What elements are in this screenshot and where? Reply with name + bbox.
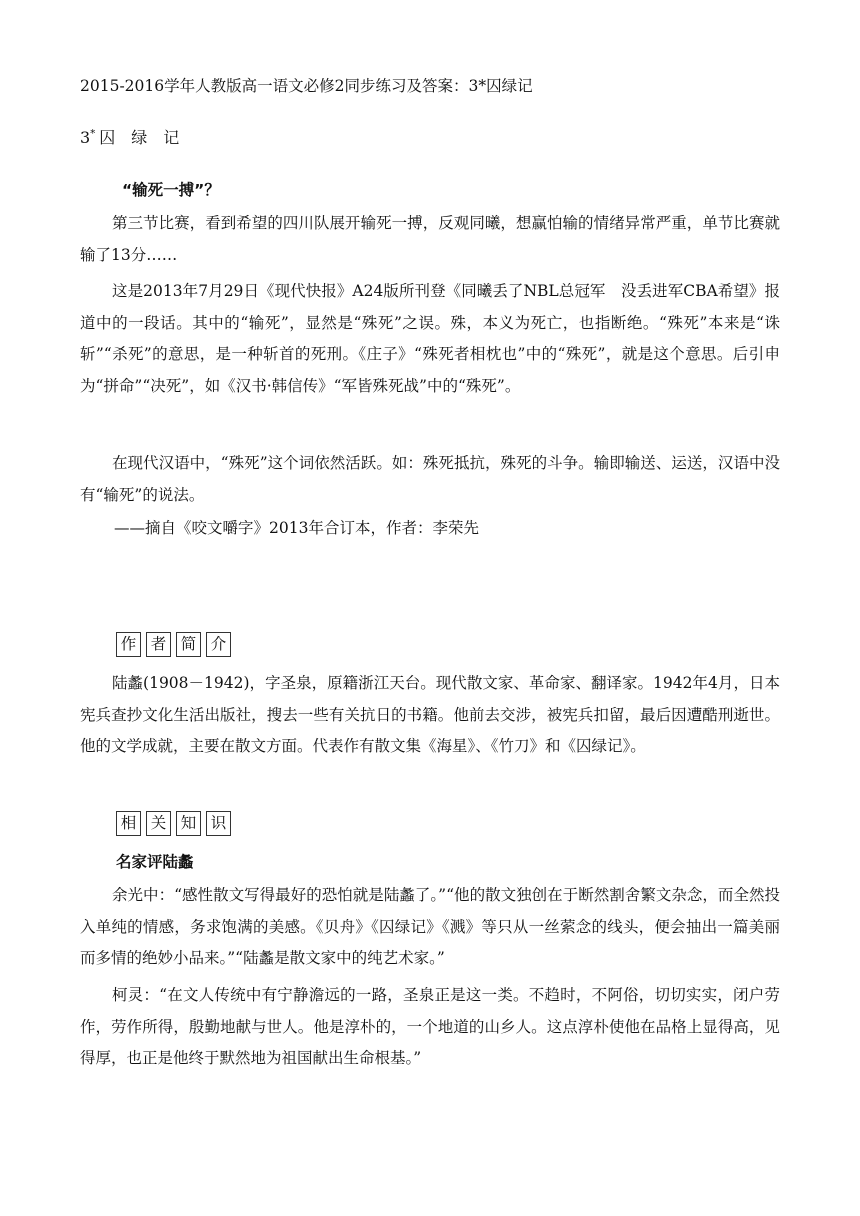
related-box-3: 知 xyxy=(176,811,201,836)
related-box-1: 相 xyxy=(116,811,141,836)
lesson-number: 3 xyxy=(80,128,91,147)
article-paragraph-3: 在现代汉语中，“殊死”这个词依然活跃。如：殊死抵抗，殊死的斗争。输即输送、运送，汉语中没有“输死”的说法。 xyxy=(80,454,780,504)
author-intro-text: 陆蠡(1908－1942)，字圣泉，原籍浙江天台。现代散文家、革命家、翻译家。1942年4月，日本宪兵查抄文化生活出版社，搜去一些有关抗日的书籍。他前去交涉，被宪兵扣留，最后因遭酷刑逝世。他的文学成就，主要在散文方面。代表作有散文集《海星》、《竹刀》和《囚绿记》。 xyxy=(80,674,780,755)
related-subheading: 名家评陆蠡 xyxy=(116,853,194,871)
lesson-star: * xyxy=(90,128,96,140)
article-paragraph-1: 第三节比赛，看到希望的四川队展开输死一搏，反观同曦，想赢怕输的情绪异常严重，单节比赛就输了13分…… xyxy=(80,214,780,264)
related-knowledge-heading xyxy=(116,811,231,836)
related-box-4: 识 xyxy=(206,811,231,836)
author-intro-box-1: 作 xyxy=(116,632,141,657)
lesson-name: 囚 绿 记 xyxy=(99,128,180,147)
author-intro-heading xyxy=(116,632,231,657)
related-paragraph-1: 余光中：“感性散文写得最好的恐怕就是陆蠡了。”“他的散文独创在于断然割舍繁文杂念，而全然投入单纯的情感，务求饱满的美感。《贝舟》《囚绿记》《溅》等只从一丝萦念的线头，便会抽出一篇美丽而多情的绝妙小品来。”“陆蠡是散文家中的纯艺术家。” xyxy=(80,886,780,967)
author-intro-box-4: 介 xyxy=(206,632,231,657)
article-source: ——摘自《咬文嚼字》2013年合订本，作者：李荣先 xyxy=(114,519,479,537)
article-paragraph-2: 这是2013年7月29日《现代快报》A24版所刊登《同曦丢了NBL总冠军 没丢进军CBA希望》报道中的一段话。其中的“输死”，显然是“殊死”之误。殊，本义为死亡，也指断绝。“殊死”本来是“诛斩”“杀死”的意思，是一种斩首的死刑。《庄子》“殊死者相枕也”中的“殊死”，就是这个意思。后引申为“拼命”“决死”，如《汉书·韩信传》“军皆殊死战”中的“殊死”。 xyxy=(80,282,780,395)
author-intro-box-2: 者 xyxy=(146,632,171,657)
document-header-title: 2015-2016学年人教版高一语文必修2同步练习及答案：3*囚绿记 xyxy=(80,77,533,95)
related-paragraph-2: 柯灵：“在文人传统中有宁静澹远的一路，圣泉正是这一类。不趋时，不阿俗，切切实实，闭户劳作，劳作所得，殷勤地献与世人。他是淳朴的，一个地道的山乡人。这点淳朴使他在品格上显得高，见得厚，也正是他终于默然地为祖国献出生命根基。” xyxy=(80,986,780,1067)
related-box-2: 关 xyxy=(146,811,171,836)
author-intro-box-3: 简 xyxy=(176,632,201,657)
lesson-title xyxy=(80,128,179,148)
article-heading: “输死一搏”？ xyxy=(122,181,220,199)
